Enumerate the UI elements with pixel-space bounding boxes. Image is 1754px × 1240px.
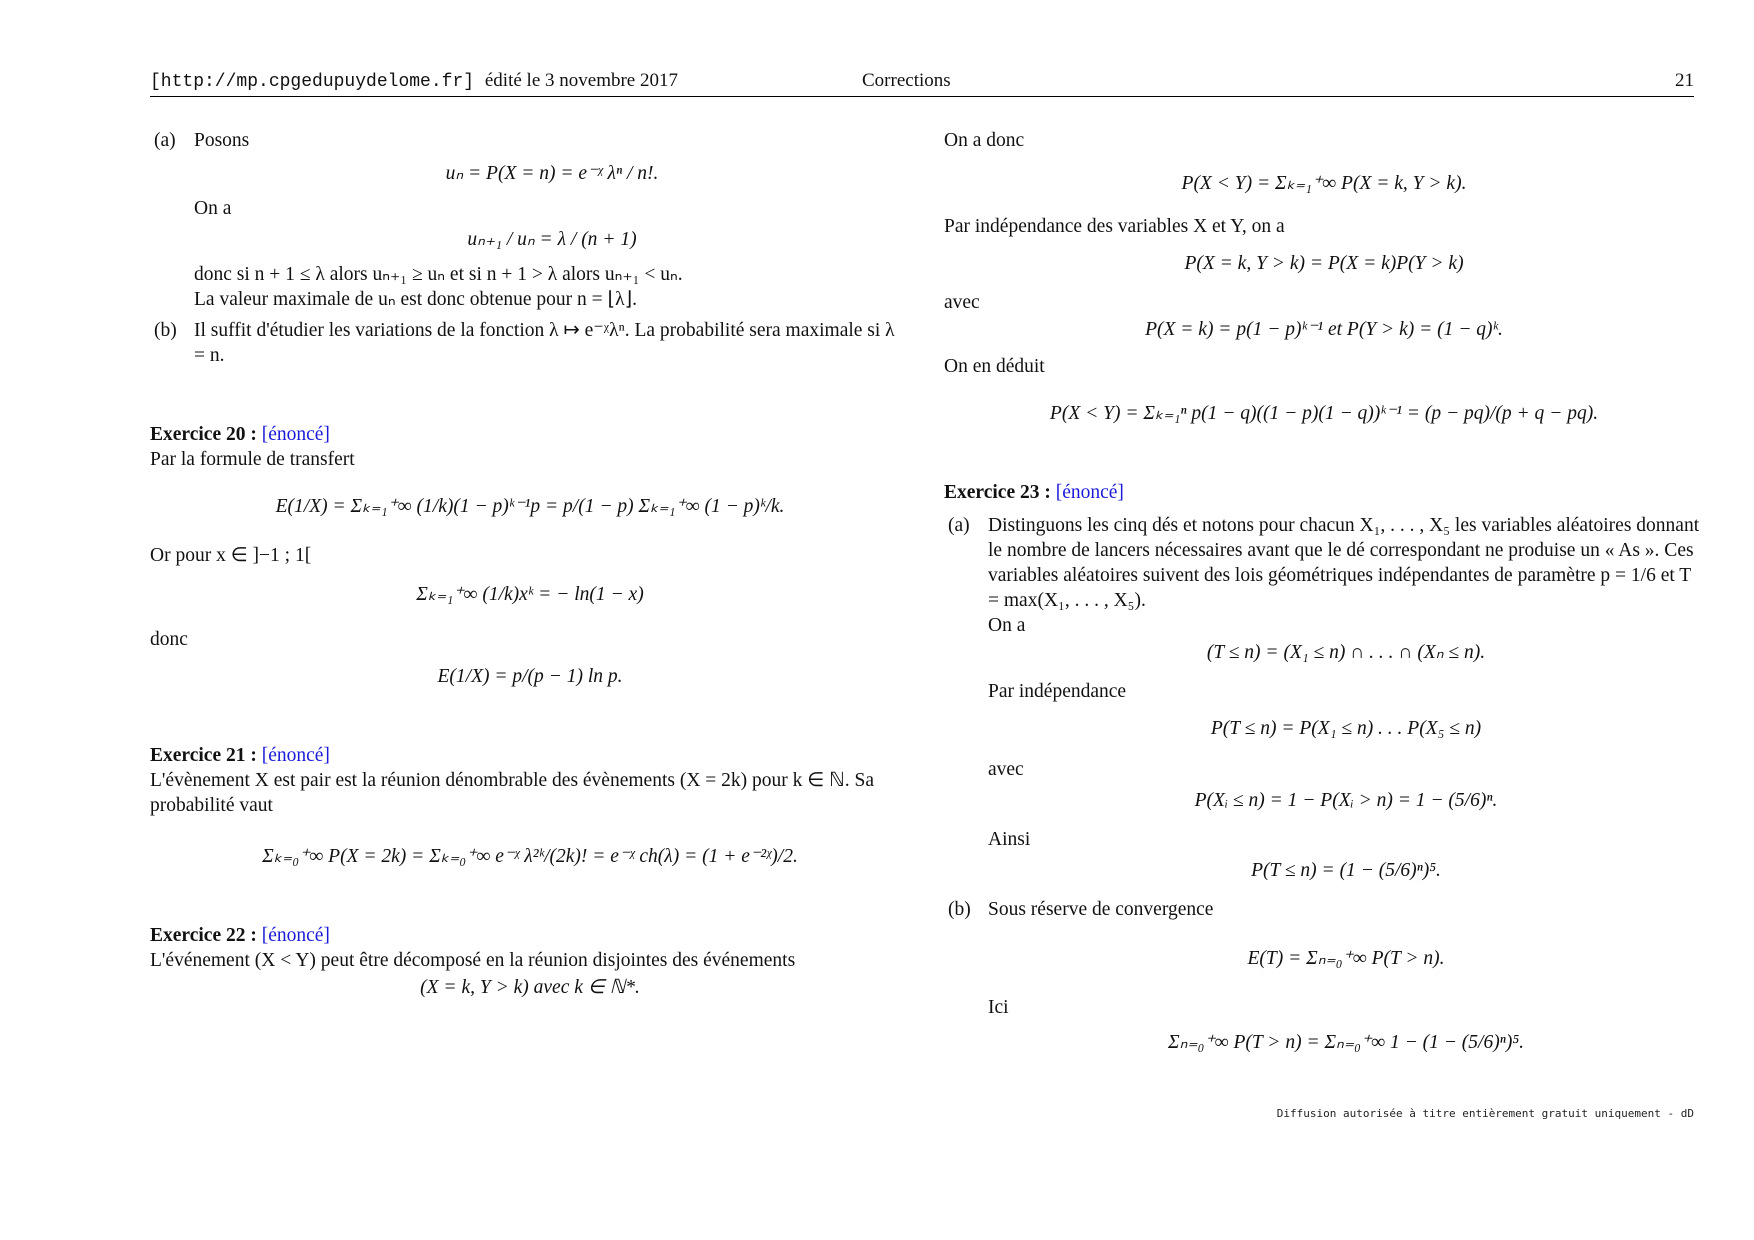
part-a-text-1: donc si n + 1 ≤ λ alors uₙ₊₁ ≥ uₙ et si n + 1 > λ alors uₙ₊₁ < uₙ. bbox=[194, 264, 683, 285]
exercise-23-heading bbox=[944, 480, 1704, 505]
part-a-on-a: On a bbox=[194, 198, 232, 219]
exercise-23-part-b bbox=[944, 897, 1704, 1055]
exercise-22-text: L'événement (X < Y) peut être décomposé en la réunion disjointes des événements bbox=[150, 950, 796, 971]
header-url[interactable]: [http://mp.cpgedupuydelome.fr] édité le 3 novembre 2017 bbox=[150, 70, 678, 92]
footer-distribution-note: Diffusion autorisée à titre entièrement gratuit uniquement - dD bbox=[1276, 1107, 1694, 1120]
exercise-22-heading bbox=[150, 923, 910, 948]
exercise-20-formula-expectation: E(1/X) = Σₖ₌₁⁺∞ (1/k)(1 − p)ᵏ⁻¹p = p/(1 − p) Σₖ₌₁⁺∞ (1 − p)ᵏ/k. bbox=[275, 496, 785, 517]
page-header bbox=[150, 68, 1694, 97]
ex23-formula-6: P(T ≤ n) = P(X₁ ≤ n) . . . P(X₅ ≤ n) bbox=[1210, 718, 1482, 739]
exercise-21-heading bbox=[150, 743, 910, 768]
part-a-formula-un: uₙ = P(X = n) = e⁻ᵡ λⁿ / n!. bbox=[445, 163, 659, 184]
exercise-21-text: L'évènement X est pair est la réunion dénombrable des évènements (X = 2k) pour k ∈ ℕ. Sa probabilité vaut bbox=[150, 770, 874, 816]
right-column bbox=[944, 128, 1704, 1055]
right-formula-4: P(X < Y) = Σₖ₌₁ⁿ p(1 − q)((1 − p)(1 − q))ᵏ⁻¹ = (p − pq)/(p + q − pq). bbox=[1049, 403, 1599, 424]
part-b-text: Il suffit d'étudier les variations de la fonction λ ↦ e⁻ᵡλⁿ. La probabilité sera maximale si λ = n. bbox=[194, 320, 895, 366]
ex23-part-a-on-a: On a bbox=[988, 615, 1026, 636]
ex23-formula-10: Σₙ₌₀⁺∞ P(T > n) = Σₙ₌₀⁺∞ 1 − (1 − (5/6)ⁿ)⁵. bbox=[1168, 1032, 1524, 1053]
ex23-part-b-label: (b) bbox=[948, 899, 971, 920]
left-column bbox=[150, 128, 910, 1000]
exercise-23-statement-link[interactable]: [énoncé] bbox=[1055, 482, 1124, 503]
exercise-22-formula: (X = k, Y > k) avec k ∈ ℕ*. bbox=[420, 977, 640, 998]
exercise-20-formula-series: Σₖ₌₁⁺∞ (1/k)xᵏ = − ln(1 − x) bbox=[416, 584, 644, 605]
exercise-23-part-a bbox=[944, 513, 1704, 883]
ex23-part-a-label: (a) bbox=[948, 515, 970, 536]
ex23-formula-8: P(T ≤ n) = (1 − (5/6)ⁿ)⁵. bbox=[1251, 860, 1441, 881]
ex23-formula-5: (T ≤ n) = (X₁ ≤ n) ∩ . . . ∩ (Xₙ ≤ n). bbox=[1206, 642, 1486, 663]
exercise-22-title: Exercice 22 : bbox=[150, 925, 257, 946]
ex23-par-independance: Par indépendance bbox=[988, 681, 1127, 702]
exercise-19-part-b bbox=[150, 318, 910, 368]
exercise-21-statement-link[interactable]: [énoncé] bbox=[261, 745, 330, 766]
ex23-ainsi: Ainsi bbox=[988, 829, 1031, 850]
exercise-20-heading bbox=[150, 422, 910, 447]
exercise-20-title: Exercice 20 : bbox=[150, 424, 257, 445]
ex23-formula-9: E(T) = Σₙ₌₀⁺∞ P(T > n). bbox=[1247, 948, 1445, 969]
right-formula-1: P(X < Y) = Σₖ₌₁⁺∞ P(X = k, Y > k). bbox=[1181, 173, 1467, 194]
part-a-label: (a) bbox=[154, 130, 176, 151]
exercise-19-part-a bbox=[150, 128, 910, 312]
right-formula-2: P(X = k, Y > k) = P(X = k)P(Y > k) bbox=[1184, 253, 1464, 274]
part-b-label: (b) bbox=[154, 320, 177, 341]
ex23-formula-7: P(Xᵢ ≤ n) = 1 − P(Xᵢ > n) = 1 − (5/6)ⁿ. bbox=[1194, 790, 1498, 811]
ex23-part-a-text: Distinguons les cinq dés et notons pour chacun X₁, . . . , X₅ les variables aléatoires donnant le nombre de lancers nécessaires avant que le dé correspondant ne produise un « As ». Ces variables aléatoires suivent des lois géométriques indépendantes de paramètre p = 1/6 et T = max(X₁, . . . , X₅). bbox=[988, 515, 1700, 611]
exercise-20-or-pour: Or pour x ∈ ]−1 ; 1[ bbox=[150, 545, 312, 566]
exercise-21-formula: Σₖ₌₀⁺∞ P(X = 2k) = Σₖ₌₀⁺∞ e⁻ᵡ λ²ᵏ/(2k)! = e⁻ᵡ ch(λ) = (1 + e⁻²ᵡ)/2. bbox=[262, 846, 798, 867]
header-edit-date: édité le 3 novembre 2017 bbox=[484, 70, 678, 91]
right-on-en-deduit: On en déduit bbox=[944, 356, 1045, 377]
exercise-23-title: Exercice 23 : bbox=[944, 482, 1051, 503]
ex23-avec: avec bbox=[988, 759, 1024, 780]
exercise-20-donc: donc bbox=[150, 629, 188, 650]
right-avec: avec bbox=[944, 292, 980, 313]
header-page-number: 21 bbox=[1675, 70, 1694, 91]
exercise-20-intro: Par la formule de transfert bbox=[150, 449, 355, 470]
ex23-ici: Ici bbox=[988, 997, 1009, 1018]
part-a-intro: Posons bbox=[194, 130, 250, 151]
right-formula-3: P(X = k) = p(1 − p)ᵏ⁻¹ et P(Y > k) = (1 − q)ᵏ. bbox=[1145, 319, 1503, 340]
part-a-text-2: La valeur maximale de uₙ est donc obtenue pour n = ⌊λ⌋. bbox=[194, 289, 638, 310]
exercise-20-statement-link[interactable]: [énoncé] bbox=[261, 424, 330, 445]
exercise-21-title: Exercice 21 : bbox=[150, 745, 257, 766]
exercise-20-formula-result: E(1/X) = p/(p − 1) ln p. bbox=[437, 666, 623, 687]
ex23-part-b-text: Sous réserve de convergence bbox=[988, 899, 1214, 920]
exercise-22-statement-link[interactable]: [énoncé] bbox=[261, 925, 330, 946]
part-a-formula-ratio: uₙ₊₁ / uₙ = λ / (n + 1) bbox=[467, 229, 637, 250]
header-section-title: Corrections bbox=[862, 70, 951, 91]
right-on-a-donc: On a donc bbox=[944, 130, 1025, 151]
right-independence-text: Par indépendance des variables X et Y, on a bbox=[944, 216, 1285, 237]
